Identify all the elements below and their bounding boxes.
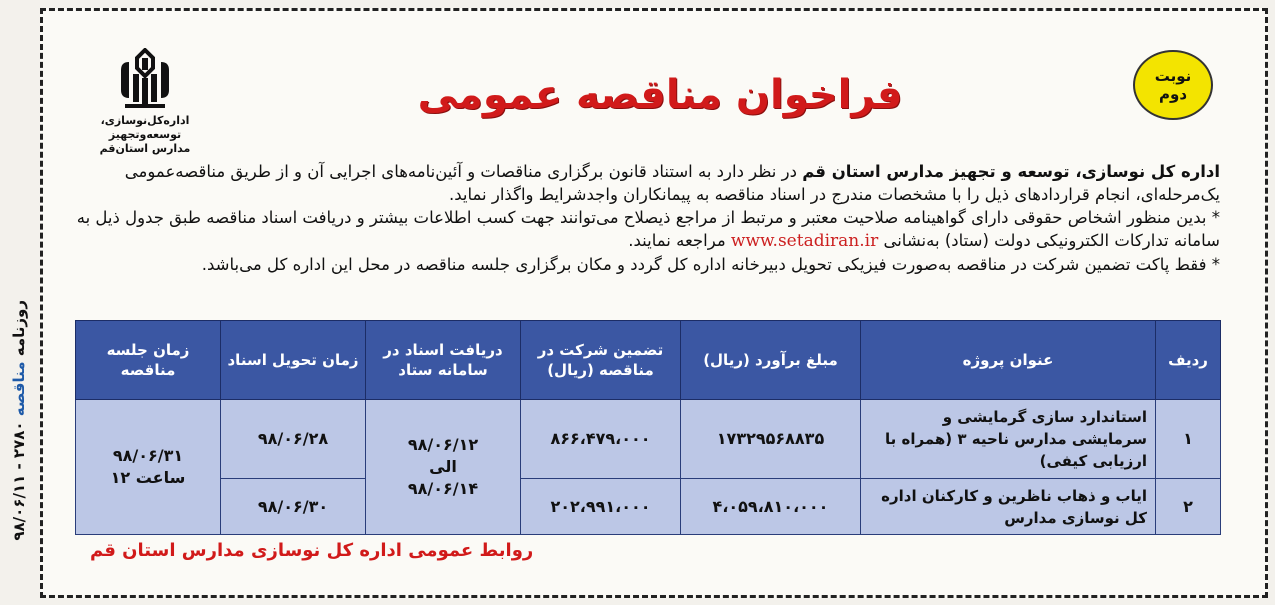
delivery-date: ۹۸/۰۶/۲۸ (221, 400, 366, 479)
estimate-value: ۴،۰۵۹،۸۱۰،۰۰۰ (681, 479, 861, 535)
public-relations-footer: روابط عمومی اداره کل نوسازی مدارس استان قم (90, 540, 534, 561)
guarantee-value: ۲۰۲،۹۹۱،۰۰۰ (521, 479, 681, 535)
header-guarantee: تضمین شرکت در مناقصه (ریال) (521, 321, 681, 400)
table-row (76, 400, 1221, 479)
delivery-date: ۹۸/۰۶/۳۰ (221, 479, 366, 535)
guarantee-value: ۸۶۶،۴۷۹،۰۰۰ (521, 400, 681, 479)
org-logo (70, 48, 220, 158)
table-header-row (76, 321, 1221, 400)
setadiran-link[interactable]: www.setadiran.ir (730, 231, 879, 251)
project-title: ایاب و ذهاب ناظرین و کارکنان اداره کل نوسازی مدارس (861, 479, 1156, 535)
ad-title: فراخوان مناقصه عمومی (417, 72, 903, 118)
table-row (76, 479, 1221, 535)
header-project: عنوان پروژه (861, 321, 1156, 400)
receive-docs-dates: ۹۸/۰۶/۱۲ الی ۹۸/۰۶/۱۴ (366, 400, 521, 535)
ad-body (60, 160, 1220, 276)
newspaper-strip (2, 250, 36, 590)
row-number: ۲ (1156, 479, 1221, 535)
tender-table (75, 320, 1221, 535)
logo-caption: اداره‌کل‌نوسازی، توسعه‌وتجهیز مدارس استان‌قم (99, 114, 191, 155)
session-time: ۹۸/۰۶/۳۱ ساعت ۱۲ (76, 400, 221, 535)
estimate-value: ۱۷۳۲۹۵۶۸۸۳۵ (681, 400, 861, 479)
intro-paragraph: اداره کل نوسازی، توسعه و تجهیز مدارس استان قم در نظر دارد به استناد قانون برگزاری مناقصات و آئین‌نامه‌های اجرایی آن و از طریق مناقصه‌عمومی یک‌مرحله‌ای، انجام قراردادهای ذیل را با مشخصات مندرج در اسناد مناقصه به پیمانکاران واجدشرایط واگذار نماید. (124, 162, 1220, 204)
header-receive-docs: دریافت اسناد در سامانه ستاد (366, 321, 521, 400)
newspaper-name: مناقصه (10, 361, 28, 416)
header-session: زمان جلسه مناقصه (76, 321, 221, 400)
header-delivery: زمان تحویل اسناد (221, 321, 366, 400)
project-title: استاندارد سازی گرمایشی و سرمایشی مدارس ناحیه ۳ (همراه با ارزیابی کیفی) (861, 400, 1156, 479)
row-number: ۱ (1156, 400, 1221, 479)
newspaper-strip-text: روزنامه مناقصه ۲۷۸۰ - ۹۸/۰۶/۱۱ (10, 299, 28, 541)
header-estimate: مبلغ برآورد (ریال) (681, 321, 861, 400)
second-notice-badge: نوبت دوم (1133, 50, 1213, 120)
guarantee-paragraph: * فقط پاکت تضمین شرکت در مناقصه به‌صورت فیزیکی تحویل دبیرخانه اداره کل گردد و مکان برگزاری جلسه مناقصه در محل این اداره کل می‌باشد. (201, 255, 1220, 274)
eligibility-paragraph: * بدین منظور اشخاص حقوقی دارای گواهینامه صلاحیت معتبر و مرتبط از مراجع ذیصلاح می‌توانند جهت کسب اطلاعات بیشتر و دریافت اسناد مناقصه طبق جدول ذیل به سامانه تدارکات الکترونیکی دولت (ستاد) به‌نشانی www.setadiran.ir مراجعه نمایند. (76, 208, 1220, 251)
emblem-logo-icon (115, 48, 175, 110)
header-row-number: ردیف (1156, 321, 1221, 400)
